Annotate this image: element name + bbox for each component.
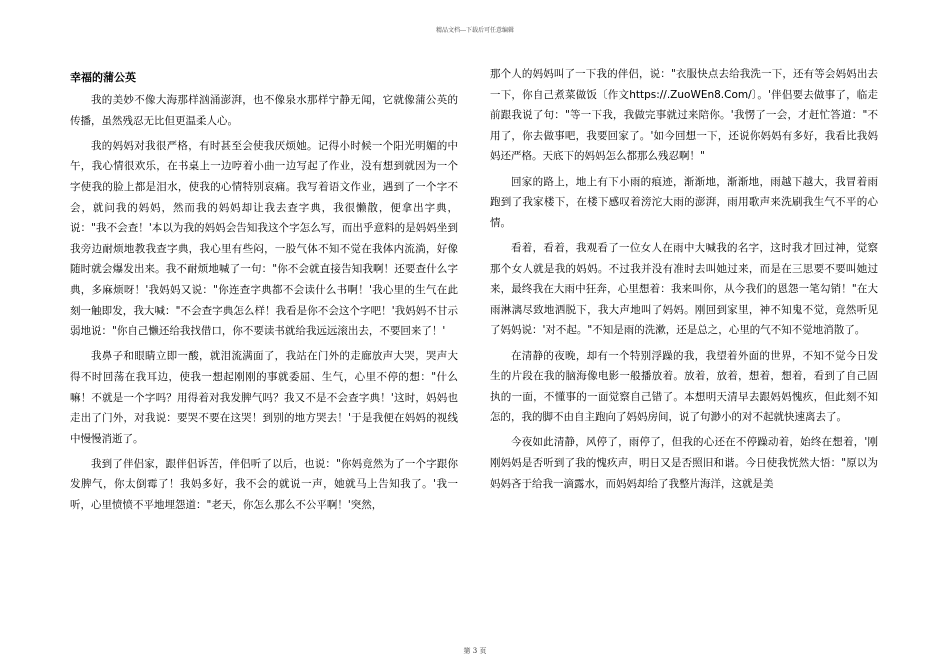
page-header: 精品文档---下载后可任意编辑 — [435, 27, 515, 34]
paragraph: 我鼻子和眼睛立即一酸，就泪流满面了，我站在门外的走廊放声大哭，哭声大得不时回荡在我耳边，使我一想起刚刚的事就委屈、生气，心里不停的想："什么嘛！不就是一个字吗？用得着对我发脾气吗？我又不是不会查字典！'这时，妈妈也走出了门外，对我说：要哭不要在这哭！到别的地方哭去！'于是我便在妈妈的视线中慢慢消逝了。 — [70, 350, 458, 445]
paragraph: 我到了伴侣家，跟伴侣诉苦，伴侣听了以后，也说："你妈竟然为了一个字跟你发脾气，你太倒霉了！我妈多好，我不会的就说一声，她就马上告知我了。'我一听，心里愤愤不平地埋怨道："老天，你怎么那么不公平啊！'突然， — [70, 457, 458, 512]
essay-title: 幸福的蒲公英 — [70, 71, 136, 84]
paragraph: 我的妈妈对我很严格，有时甚至会使我厌烦她。记得小时候一个阳光明媚的中午，我心情很欢乐，在书桌上一边哼着小曲一边写起了作业，没有想到就因为一个字使我的脸上都是泪水，使我的心情特别哀痛。我写着语文作业，遇到了一个字不会，就问我的妈妈，然而我的妈妈却让我去查字典，我很懒散，便拿出字典，说："我不会查！'本以为我的妈妈会告知我这个字怎么写，而出乎意料的是妈妈坐到我旁边耐烦地教我查字典，我心里有些闷，一股气体不知不觉在我体内流淌，好像随时就会爆发出来。我不耐烦地喊了一句："你不会就直接告知我啊！还要查什么字典，多麻烦呀！'我妈妈又说："你连查字典都不会读什么书啊！'我心里的生气在此刻一触即发，我大喊："不会查字典怎么样！我看是你不会这个字吧！'我妈妈不甘示弱地说："你自己懒还给我找借口，你不要读书就给我远远滚出去，不要回来了！' — [70, 139, 458, 338]
paragraph: 看着，看着，我观看了一位女人在雨中大喊我的名字，这时我才回过神，觉察那个女人就是我的妈妈。不过我并没有准时去叫她过来，而是在三思要不要叫她过来，最终我在大雨中狂奔，心里想着：我来叫你，从今我们的恩怨一笔勾销！"在大雨淋漓尽致地洒脱下，我大声地叫了妈妈。刚回到家里，神不知鬼不觉，竟然听见了妈妈说：'对不起。"不知是雨的洗漱，还是总之，心里的气不知不觉地消散了。 — [490, 241, 878, 337]
paragraph: 在清静的夜晚，却有一个特别浮躁的我，我望着外面的世界，不知不觉今日发生的片段在我的脑海像电影一般播放着。放着，放着，想着，想着，看到了自己固执的一面，不懂事的一面觉察自己错了。本想明天清早去跟妈妈愧疚，但此刻不知怎的，我的脚不由自主跑向了妈妈房间，说了句渺小的对不起就快速离去了。 — [490, 349, 878, 424]
paragraph: 回家的路上，地上有下小雨的痕迹，渐渐地，渐渐地，雨越下越大，我冒着雨跑到了我家楼下，在楼下感叹着滂沱大雨的澎湃，雨用歌声来洗刷我生气不平的心情。 — [490, 175, 878, 229]
left-column — [70, 64, 458, 520]
page-number: 第 3 页 — [463, 647, 487, 655]
paragraph: 我的美妙不像大海那样汹涌澎湃，也不像泉水那样宁静无闻，它就像蒲公英的传播，虽然残忍无比但更温柔人心。 — [70, 94, 458, 127]
paragraph: 今夜如此清静，风停了，雨停了，但我的心还在不停躁动着，始终在想着，'刚刚妈妈是否听到了我的愧疚声，明日又是否照旧和谐。今日使我恍然大悟："原以为妈妈吝于给我一滴露水，而妈妈却给了我整片海洋，这就是美 — [490, 436, 878, 490]
right-column — [490, 64, 878, 499]
paragraph: 那个人的妈妈叫了一下我的伴侣，说："衣服快点去给我洗一下，还有等会妈妈出去一下，你自己煮菜做饭〔作文https://.ZuoWEn8.Com/〕。'伴侣要去做事了，临走前跟我说了句："等一下我，我做完事就过来陪你。'我愣了一会，才赶忙答道："不用了，你去做事吧，我要回家了。'如今回想一下，还说你妈妈有多好，我看比我妈妈还严格。天底下的妈妈怎么都那么残忍啊！" — [490, 68, 878, 163]
